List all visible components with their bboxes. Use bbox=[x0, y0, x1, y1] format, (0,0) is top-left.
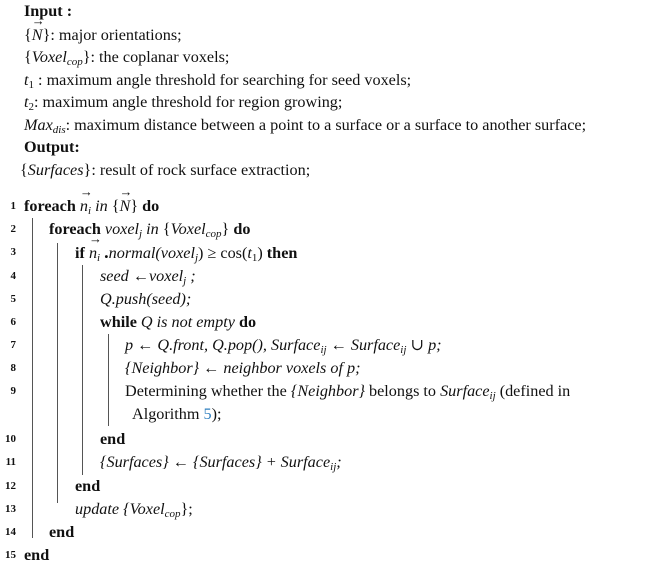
algo-line-9-continued: Algorithm 5); bbox=[132, 405, 222, 423]
algo-line-14: end bbox=[49, 523, 75, 541]
input-coplanar-voxels: {Voxel$_{cop}$}: the coplanar voxels; bbox=[24, 48, 230, 68]
algo-line-5: Q.push(seed); bbox=[100, 290, 192, 308]
algo-line-15: end bbox=[24, 546, 50, 564]
line-number: 5 bbox=[10, 293, 16, 305]
algo-line-11: {Surfaces} ← {Surfaces} + Surface$_{ij}$; bbox=[100, 453, 342, 473]
line-number: 1 bbox=[10, 200, 16, 212]
line-number: 7 bbox=[10, 339, 16, 351]
algo-line-2: foreach voxel$_j$ in {Voxel$_{cop}$} do bbox=[49, 220, 251, 240]
algo-line-10: end bbox=[100, 430, 126, 448]
algo-line-1: foreach → $n_i$ in {→ N} do bbox=[24, 196, 159, 216]
input-t1: $t_1$ : maximum angle threshold for searching for seed voxels; bbox=[24, 71, 412, 91]
algo-line-7: p ← Q.front, Q.pop(), Surface$_{ij}$ ← Surface$_{ij}$ ∪ p; bbox=[125, 336, 442, 356]
algo-line-8: {Neighbor} ← neighbor voxels of p; bbox=[125, 359, 361, 377]
output-surfaces: {Surfaces}: result of rock surface extraction; bbox=[20, 161, 311, 179]
input-orientations: {→ N}: major orientations; bbox=[24, 25, 182, 45]
vector-arrow-icon: → N bbox=[120, 196, 131, 216]
line-number: 3 bbox=[10, 246, 16, 258]
algo-line-13: update {Voxel$_{cop}$}; bbox=[75, 500, 193, 520]
vector-arrow-icon: → $n_i$ bbox=[89, 243, 100, 263]
input-t2: $t_2$: maximum angle threshold for region growing; bbox=[24, 93, 343, 113]
line-number: 12 bbox=[5, 480, 16, 492]
block-rule-while bbox=[108, 334, 109, 426]
algo-line-3: if → $n_i$ .normal(voxel$_j$) ≥ $\cos(t_1)$ then bbox=[75, 242, 297, 263]
block-rule-foreach-outer bbox=[32, 218, 33, 538]
algo-line-9: Determining whether the {Neighbor} belongs to Surface$_{ij}$ (defined in bbox=[125, 382, 571, 402]
algo-line-4: seed ←voxel$_j$ ; bbox=[100, 267, 196, 287]
line-number: 2 bbox=[10, 223, 16, 235]
block-rule-foreach-inner bbox=[57, 243, 58, 503]
line-number: 4 bbox=[10, 270, 16, 282]
line-number: 8 bbox=[10, 362, 16, 374]
input-label: Input : bbox=[24, 2, 73, 20]
line-number: 13 bbox=[5, 503, 16, 515]
line-number: 10 bbox=[5, 433, 16, 445]
line-number: 6 bbox=[10, 316, 16, 328]
line-number: 9 bbox=[10, 385, 16, 397]
output-label: Output: bbox=[24, 138, 80, 156]
algo-line-12: end bbox=[75, 477, 101, 495]
vector-arrow-icon: → N bbox=[32, 25, 43, 45]
algorithm-reference-link[interactable]: 5 bbox=[203, 405, 212, 423]
vector-arrow-icon: → $n_i$ bbox=[80, 196, 91, 216]
input-maxdis: Max$_{dis}$: maximum distance between a point to a surface or a surface to another surface; bbox=[24, 116, 587, 136]
line-number: 14 bbox=[5, 526, 16, 538]
algo-line-6: while Q is not empty do bbox=[100, 313, 257, 331]
line-number: 15 bbox=[5, 549, 16, 561]
line-number: 11 bbox=[5, 456, 16, 468]
block-rule-if bbox=[82, 265, 83, 475]
